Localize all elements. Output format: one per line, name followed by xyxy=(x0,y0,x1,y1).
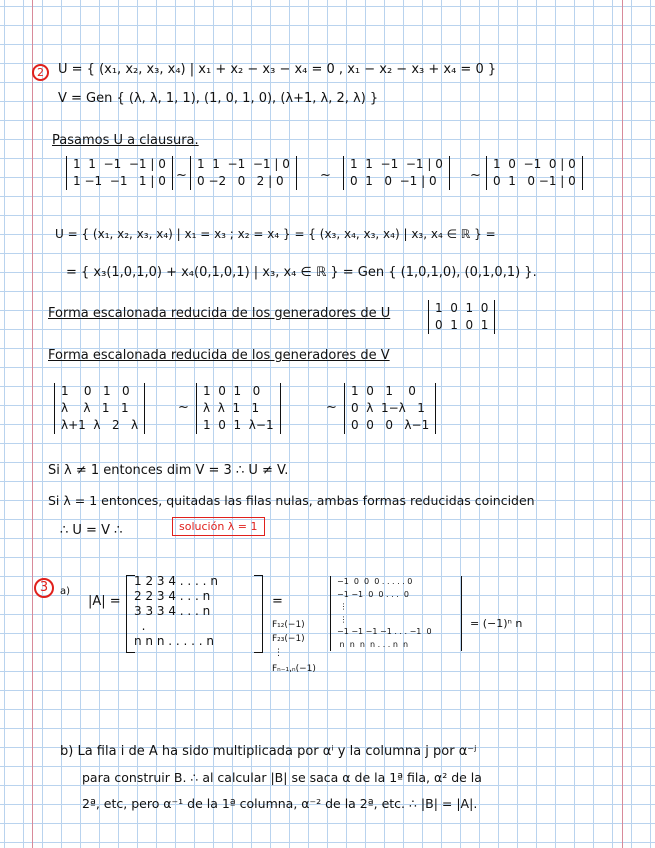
equiv-sign: ~ xyxy=(470,168,481,183)
U-solve: U = { (x₁, x₂, x₃, x₄) | x₁ = x₃ ; x₂ = x₄ } = { (x₃, x₄, x₃, x₄) | x₃, x₄ ∈ ℝ } = xyxy=(55,227,496,241)
equiv-sign: ~ xyxy=(176,168,187,183)
conclusion: ∴ U = V ∴ xyxy=(60,523,123,538)
bracket-right xyxy=(254,575,263,653)
bracket-left xyxy=(126,575,135,653)
part-b-line-2: para construir B. ∴ al calcular |B| se saca α de la 1ª fila, α² de la xyxy=(82,770,482,785)
row-op-2: F₂₃(−1) xyxy=(272,634,305,644)
exercise-number-2: 2 xyxy=(32,64,49,81)
matrix-V-2: 1 0 1 0 λ λ 1 1 1 0 1 λ−1 xyxy=(196,383,281,434)
case-lambda-not-1: Si λ ≠ 1 entonces dim V = 3 ∴ U ≠ V. xyxy=(48,463,289,478)
part-b-line-1: b) La fila i de A ha sido multiplicada por αⁱ y la columna j por α⁻ʲ xyxy=(60,744,477,759)
matrix-2: 1 1 −1 −1 | 0 0 −2 0 2 | 0 xyxy=(190,156,297,190)
row-op-n: Fₙ₋₁,ₙ(−1) xyxy=(272,664,316,674)
right-margin-line xyxy=(622,0,623,848)
equiv-sign: ~ xyxy=(326,400,337,415)
equals-sign: = xyxy=(272,594,283,609)
det-A-label: |A| = xyxy=(88,594,121,609)
left-margin-line xyxy=(32,0,33,848)
equiv-sign: ~ xyxy=(178,400,189,415)
det-result: = (−1)ⁿ n xyxy=(470,617,523,630)
matrix-4: 1 0 −1 0 | 0 0 1 0 −1 | 0 xyxy=(486,156,583,190)
heading-reduced-U: Forma escalonada reducida de los generadores de U xyxy=(48,306,391,321)
case-lambda-1: Si λ = 1 entonces, quitadas las filas nulas, ambas formas reducidas coinciden xyxy=(48,493,535,508)
row-op-1: F₁₂(−1) xyxy=(272,620,305,630)
heading-reduced-V: Forma escalonada reducida de los generadores de V xyxy=(48,348,390,363)
matrix-V-1: 1 0 1 0 λ λ 1 1 λ+1 λ 2 λ xyxy=(54,383,145,434)
U-definition: U = { (x₁, x₂, x₃, x₄) | x₁ + x₂ − x₃ − x₄ = 0 , x₁ − x₂ − x₃ + x₄ = 0 } xyxy=(58,62,497,77)
matrix-reduced-det: −1 0 0 0 . . . . . 0 −1 −1 0 0 . . . 0 ⋮ ⋮ −1 −1 −1 −1 . . . −1 0 n n n n . . . n n xyxy=(330,576,462,651)
matrix-3: 1 1 −1 −1 | 0 0 1 0 −1 | 0 xyxy=(343,156,450,190)
matrix-V-3: 1 0 1 0 0 λ 1−λ 1 0 0 0 λ−1 xyxy=(344,383,436,434)
U-generators: = { x₃(1,0,1,0) + x₄(0,1,0,1) | x₃, x₄ ∈ ℝ } = Gen { (1,0,1,0), (0,1,0,1) }. xyxy=(66,265,537,280)
matrix-1: 1 1 −1 −1 | 0 1 −1 −1 1 | 0 xyxy=(66,156,173,190)
matrix-U-reduced: 1 0 1 0 0 1 0 1 xyxy=(428,300,495,334)
heading-clausura: Pasamos U a clausura. xyxy=(52,133,199,148)
exercise-number-3: 3 xyxy=(34,578,54,598)
V-definition: V = Gen { (λ, λ, 1, 1), (1, 0, 1, 0), (λ+1, λ, 2, λ) } xyxy=(58,91,379,106)
equiv-sign: ~ xyxy=(320,168,331,183)
solution-box: solución λ = 1 xyxy=(172,517,265,536)
matrix-A: 1 2 3 4 . . . . n 2 2 3 4 . . . n 3 3 3 4 . . . n . n n n . . . . . n xyxy=(134,574,218,648)
row-op-dots: ⋮ xyxy=(274,648,283,658)
part-b-line-3: 2ª, etc, pero α⁻¹ de la 1ª columna, α⁻² de la 2ª, etc. ∴ |B| = |A|. xyxy=(82,796,478,811)
part-a-label: a) xyxy=(60,586,71,597)
